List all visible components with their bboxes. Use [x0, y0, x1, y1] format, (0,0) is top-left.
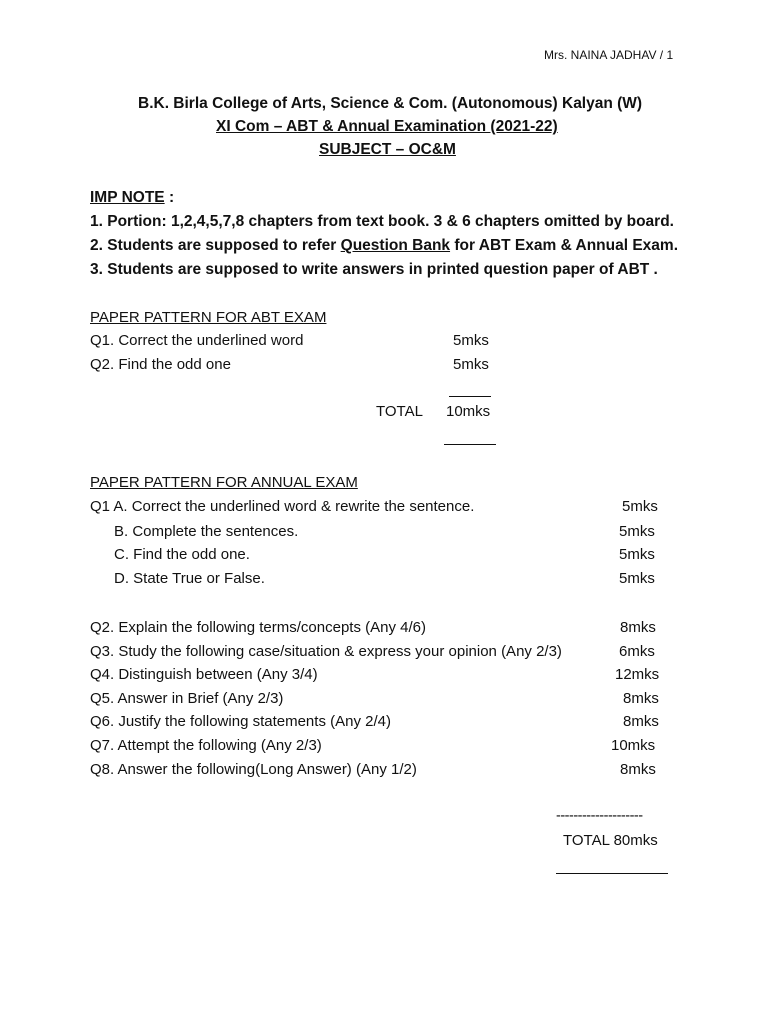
abt-q2-marks: 5mks	[453, 356, 489, 373]
imp-note-colon: :	[164, 189, 175, 206]
abt-q1-marks: 5mks	[453, 332, 489, 349]
annual-q8-text: Q8. Answer the following(Long Answer) (Any 1/2)	[90, 761, 417, 778]
annual-q1a-marks: 5mks	[622, 498, 658, 515]
abt-rule-top	[449, 396, 491, 397]
imp-note-point-2	[90, 237, 678, 255]
annual-q5-text: Q5. Answer in Brief (Any 2/3)	[90, 690, 284, 707]
imp-note-point-2-post: for ABT Exam & Annual Exam.	[450, 237, 678, 254]
annual-q1c-marks: 5mks	[619, 546, 655, 563]
annual-q4-text: Q4. Distinguish between (Any 3/4)	[90, 666, 318, 683]
abt-q2-text: Q2. Find the odd one	[90, 356, 231, 373]
abt-q1-text: Q1. Correct the underlined word	[90, 332, 304, 349]
annual-q6-text: Q6. Justify the following statements (Any 2/4)	[90, 713, 391, 730]
college-name: B.K. Birla College of Arts, Science & Com. (Autonomous) Kalyan (W)	[138, 95, 643, 112]
annual-q1d-text: D. State True or False.	[114, 570, 265, 587]
imp-note-label: IMP NOTE	[90, 189, 165, 206]
subject-title: SUBJECT – OC&M	[319, 141, 456, 158]
imp-note-point-2-pre: 2. Students are supposed to refer	[90, 237, 341, 254]
annual-q5-marks: 8mks	[623, 690, 659, 707]
question-bank-text: Question Bank	[340, 237, 451, 254]
annual-q2-text: Q2. Explain the following terms/concepts (Any 4/6)	[90, 619, 426, 636]
annual-q7-text: Q7. Attempt the following (Any 2/3)	[90, 737, 322, 754]
annual-q6-marks: 8mks	[623, 713, 659, 730]
annual-total: TOTAL 80mks	[563, 832, 658, 849]
annual-pattern-heading: PAPER PATTERN FOR ANNUAL EXAM	[90, 474, 358, 491]
author-page-label: Mrs. NAINA JADHAV / 1	[544, 48, 674, 62]
annual-q1d-marks: 5mks	[619, 570, 655, 587]
abt-rule-bottom	[444, 444, 496, 445]
abt-pattern-heading: PAPER PATTERN FOR ABT EXAM	[90, 309, 327, 326]
annual-q4-marks: 12mks	[615, 666, 660, 683]
annual-q1a-text: Q1 A. Correct the underlined word & rewrite the sentence.	[90, 498, 475, 515]
imp-note-point-3: 3. Students are supposed to write answers in printed question paper of ABT .	[90, 261, 658, 278]
abt-total-label: TOTAL	[376, 403, 423, 420]
annual-q2-marks: 8mks	[620, 619, 656, 636]
annual-q7-marks: 10mks	[611, 737, 656, 754]
annual-q1b-marks: 5mks	[619, 523, 655, 540]
annual-dash-line: --------------------	[556, 808, 643, 824]
imp-note-point-1: 1. Portion: 1,2,4,5,7,8 chapters from text book. 3 & 6 chapters omitted by board.	[90, 213, 674, 230]
annual-q3-text: Q3. Study the following case/situation & express your opinion (Any 2/3)	[90, 643, 562, 660]
annual-q3-marks: 6mks	[619, 643, 655, 660]
annual-q8-marks: 8mks	[620, 761, 656, 778]
annual-q1c-text: C. Find the odd one.	[114, 546, 250, 563]
abt-total-marks: 10mks	[446, 403, 491, 420]
imp-note-heading	[90, 189, 174, 207]
exam-title: XI Com – ABT & Annual Examination (2021-22)	[216, 118, 558, 135]
annual-q1b-text: B. Complete the sentences.	[114, 523, 299, 540]
annual-rule-bottom	[556, 873, 668, 874]
